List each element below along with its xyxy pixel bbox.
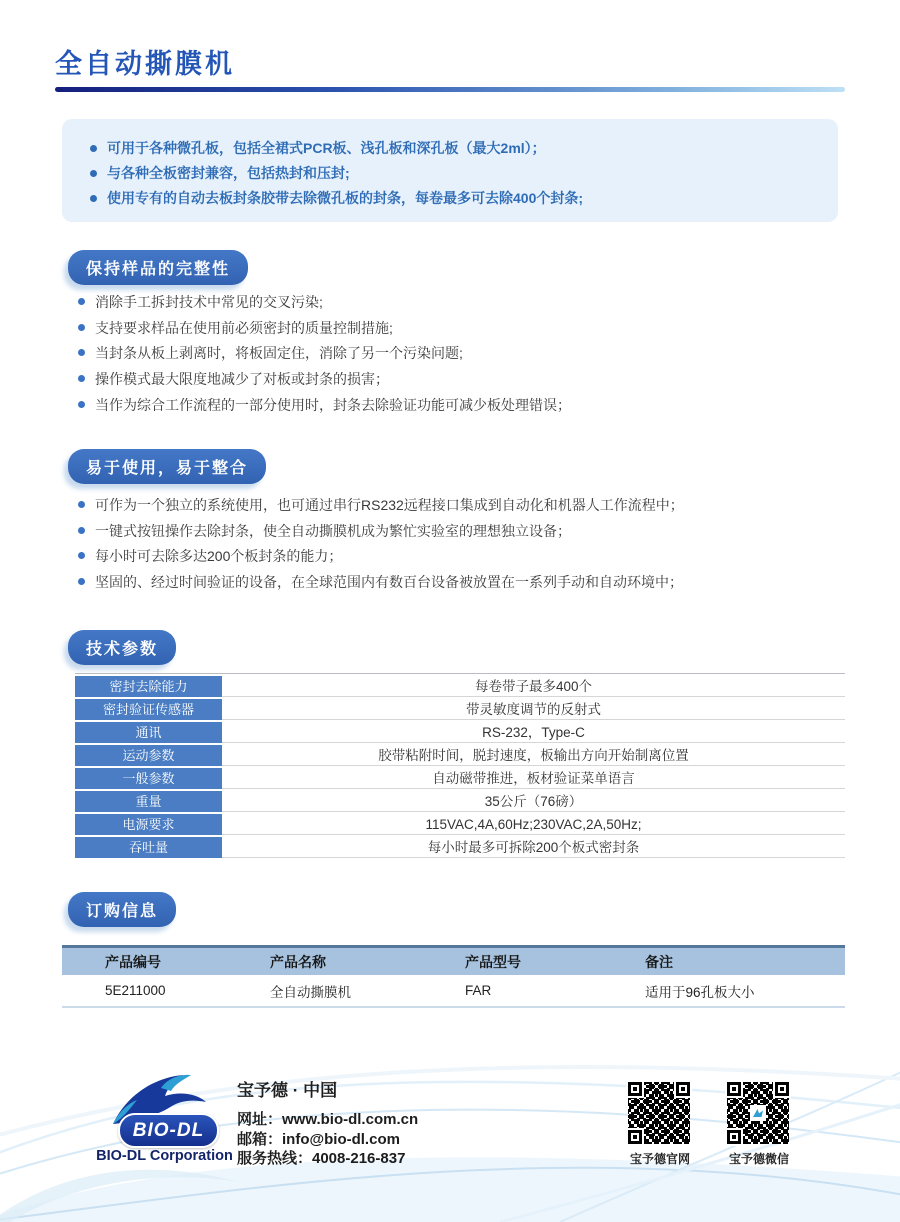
bullet-text: 支持要求样品在使用前必须密封的质量控制措施; [95, 319, 393, 336]
section-heading-ease-of-use: 易于使用，易于整合 [68, 449, 266, 484]
bullet-text: 当作为综合工作流程的一部分使用时，封条去除验证功能可减少板处理错误； [95, 396, 571, 413]
spec-value: 自动磁带推进，板材验证菜单语言 [222, 768, 845, 789]
bullet-text: 当封条从板上剥离时，将板固定住，消除了另一个污染问题; [95, 345, 463, 362]
list-item [78, 343, 838, 369]
contact-hotline: 服务热线：4008-216-837 [237, 1150, 406, 1167]
qr-code-wechat-icon [727, 1082, 789, 1144]
bullet-text: 每小时可去除多达200个板封条的能力； [95, 548, 343, 565]
spec-label: 重量 [75, 791, 222, 812]
table-row [75, 768, 845, 789]
spec-label: 一般参数 [75, 768, 222, 789]
section-heading-ordering: 订购信息 [68, 892, 176, 927]
bullet-icon [90, 145, 97, 152]
spec-value: 每卷带子最多400个 [222, 676, 845, 697]
highlight-text: 可用于各种微孔板，包括全裙式PCR板、浅孔板和深孔板（最大2ml）； [107, 140, 546, 156]
bullet-icon [78, 527, 85, 534]
contact-region: 宝予德 · 中国 [237, 1081, 338, 1100]
bullet-text: 一键式按钮操作去除封条，使全自动撕膜机成为繁忙实验室的理想独立设备； [95, 522, 571, 539]
bullet-icon [78, 401, 85, 408]
contact-block [237, 1076, 418, 1169]
section-bullets-sample-integrity [78, 292, 838, 420]
qr-code-website-icon [628, 1082, 690, 1144]
list-item [78, 521, 838, 547]
bullet-icon [78, 552, 85, 559]
qr-label: 宝予德官网 [629, 1152, 690, 1166]
list-item [78, 318, 838, 344]
list-item [78, 292, 838, 318]
qr-finder-icon [727, 1082, 741, 1096]
bullet-text: 操作模式最大限度地减少了对板或封条的损害； [95, 371, 389, 388]
contact-email: 邮箱：info@bio-dl.com [237, 1130, 400, 1148]
section-heading-sample-integrity: 保持样品的完整性 [68, 250, 248, 285]
bullet-icon [78, 349, 85, 356]
spec-label: 运动参数 [75, 745, 222, 766]
bullet-icon [78, 578, 85, 585]
highlight-text: 使用专有的自动去板封条胶带去除微孔板的封条，每卷最多可去除400个封条; [107, 190, 584, 206]
product-code: 5E211000 [105, 983, 166, 998]
list-item [78, 495, 838, 521]
qr-wechat-block [727, 1082, 791, 1167]
spec-label: 通讯 [75, 722, 222, 743]
table-row [75, 814, 845, 835]
bullet-icon [90, 195, 97, 202]
highlight-item [90, 161, 814, 185]
list-item [78, 546, 838, 572]
column-header: 备注 [645, 953, 673, 970]
product-note: 适用于96孔板大小 [645, 984, 755, 1000]
list-item [78, 395, 838, 421]
table-row [75, 722, 845, 743]
table-row [75, 791, 845, 812]
bullet-icon [78, 324, 85, 331]
contact-website: 网址：www.bio-dl.com.cn [237, 1111, 419, 1128]
brand-logo-text: BIO-DL [118, 1113, 219, 1148]
product-model: FAR [465, 983, 492, 998]
bullet-text: 坚固的、经过时间验证的设备，在全球范围内有数百台设备被放置在一系列手动和自动环境中； [95, 574, 683, 591]
qr-finder-icon [775, 1082, 789, 1096]
table-row [75, 745, 845, 766]
spec-table [75, 673, 845, 858]
qr-finder-icon [628, 1082, 642, 1096]
spec-value: 115VAC,4A,60Hz;230VAC,2A,50Hz; [222, 814, 845, 835]
list-item [78, 369, 838, 395]
list-item [78, 572, 838, 598]
table-row [75, 699, 845, 720]
column-header: 产品编号 [105, 953, 161, 970]
spec-value: 每小时最多可拆除200个板式密封条 [222, 837, 845, 858]
bullet-icon [78, 501, 85, 508]
bullet-text: 可作为一个独立的系统使用，也可通过串行RS232远程接口集成到自动化和机器人工作流程中； [95, 497, 684, 513]
bullet-icon [90, 170, 97, 177]
order-table [62, 945, 845, 1008]
page-title: 全自动撕膜机 [55, 49, 235, 79]
qr-website-block [628, 1082, 692, 1167]
spec-label: 电源要求 [75, 814, 222, 835]
spec-label: 吞吐量 [75, 837, 222, 858]
brand-company-name: BIO-DL Corporation [96, 1148, 233, 1164]
qr-center-dolphin-icon [751, 1106, 765, 1120]
column-header: 产品名称 [270, 953, 326, 970]
table-row [75, 676, 845, 697]
brand-logo-block [88, 1072, 238, 1164]
spec-label: 密封验证传感器 [75, 699, 222, 720]
qr-finder-icon [727, 1130, 741, 1144]
product-name: 全自动撕膜机 [270, 984, 351, 1000]
qr-finder-icon [676, 1082, 690, 1096]
highlight-item [90, 186, 814, 210]
title-underline-rule [55, 87, 845, 92]
qr-finder-icon [628, 1130, 642, 1144]
spec-value: 35公斤（76磅） [222, 791, 845, 812]
qr-label: 宝予德微信 [728, 1152, 789, 1166]
bullet-icon [78, 298, 85, 305]
spec-label: 密封去除能力 [75, 676, 222, 697]
section-heading-tech-specs: 技术参数 [68, 630, 176, 665]
column-header: 产品型号 [465, 953, 521, 970]
spec-value: 胶带粘附时间，脱封速度，板输出方向开始制离位置 [222, 745, 845, 766]
highlight-item [90, 136, 814, 160]
spec-value: RS-232，Type-C [222, 722, 845, 743]
bullet-text: 消除手工拆封技术中常见的交叉污染; [95, 294, 323, 310]
highlight-box [62, 119, 838, 222]
table-row [62, 975, 845, 1008]
spec-value: 带灵敏度调节的反射式 [222, 699, 845, 720]
highlight-text: 与各种全板密封兼容，包括热封和压封; [107, 165, 350, 181]
section-bullets-ease-of-use [78, 495, 838, 598]
table-row [75, 837, 845, 858]
table-header-row [62, 945, 845, 975]
bullet-icon [78, 375, 85, 382]
